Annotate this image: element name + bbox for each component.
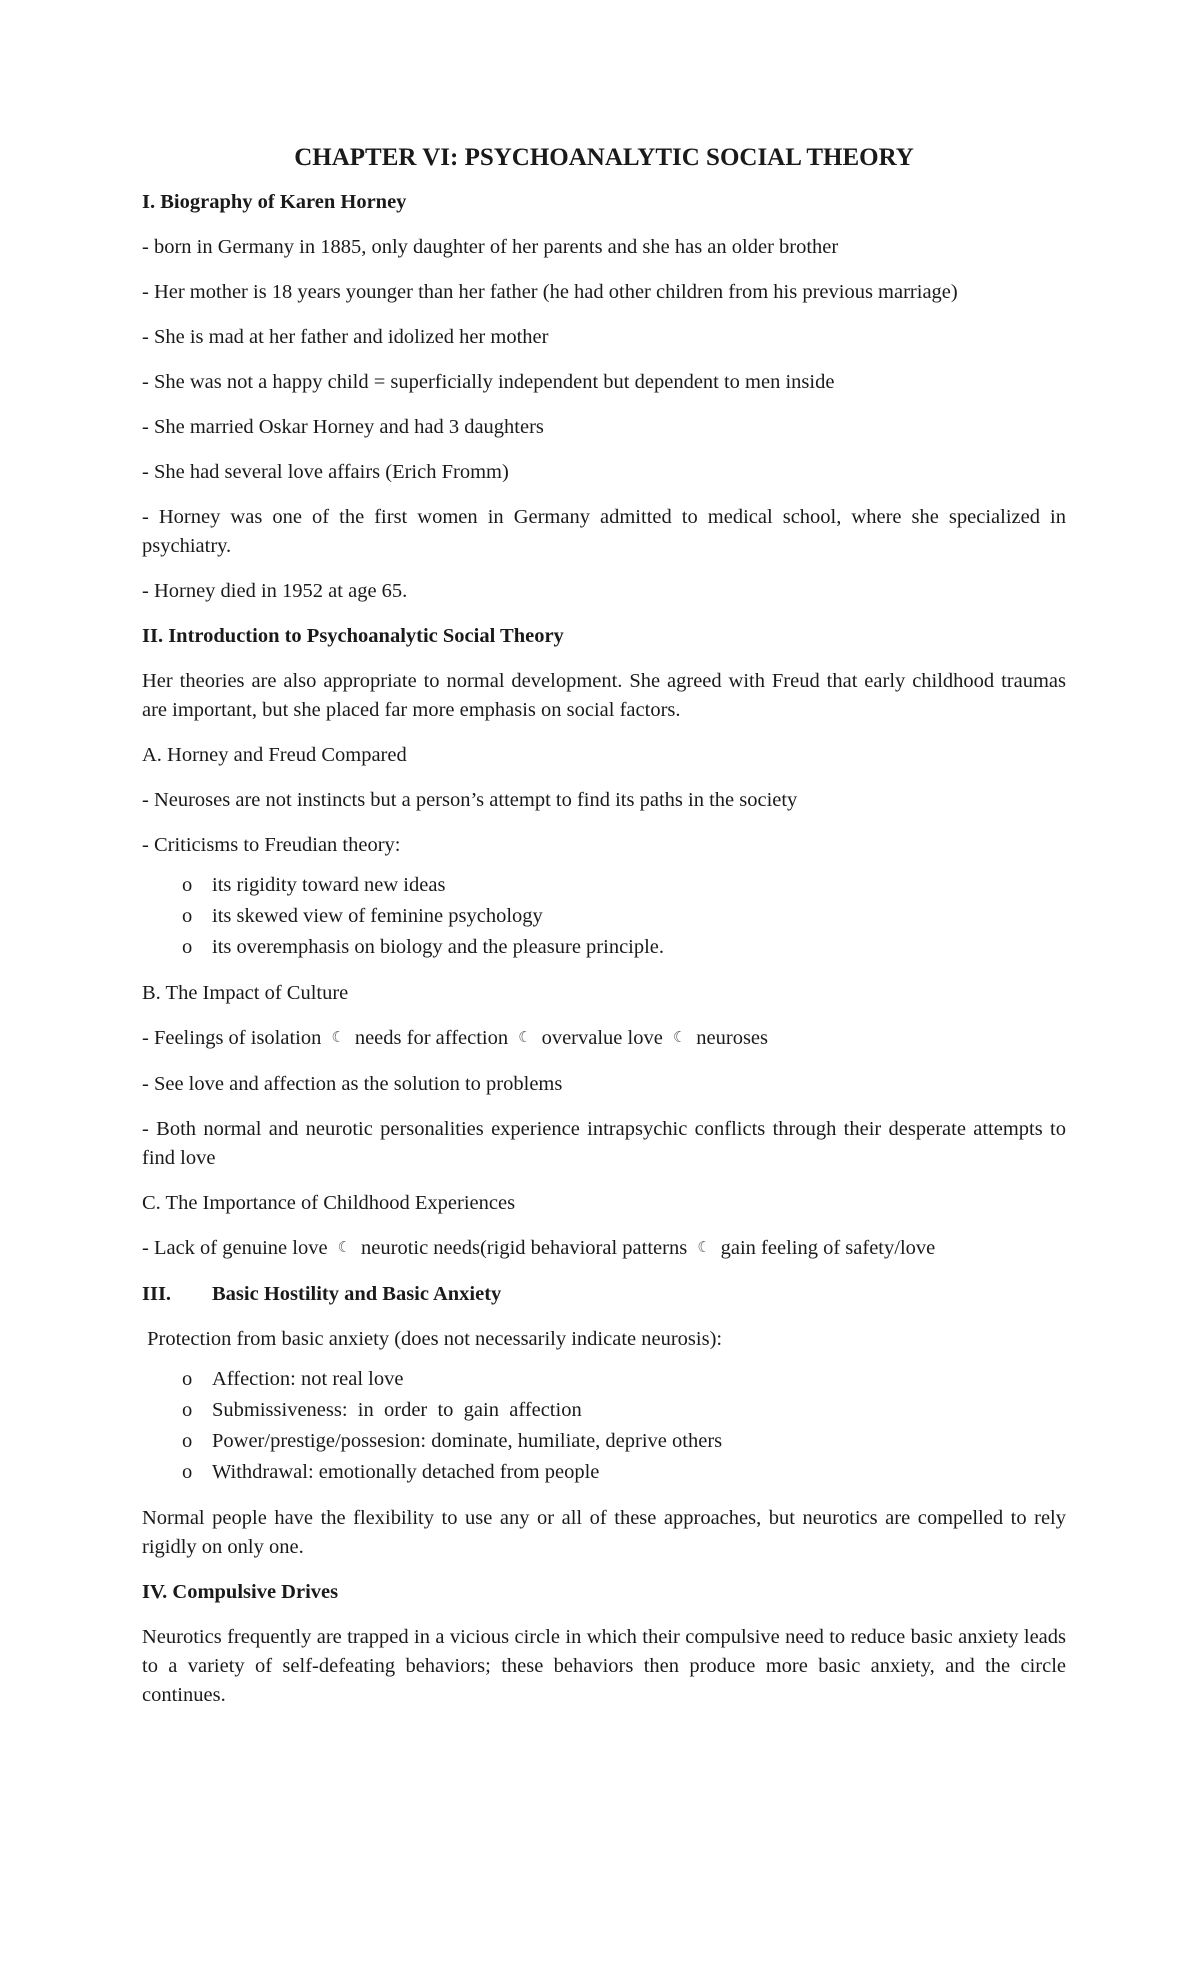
subsection-c-heading: C. The Importance of Childhood Experiences — [142, 1192, 516, 1214]
subsection-b-line: - Both normal and neurotic personalities experience intrapsychic conflicts through their desperate attempts to find love — [142, 1118, 1066, 1169]
section-3-intro: Protection from basic anxiety (does not necessarily indicate neurosis): — [142, 1328, 723, 1350]
arrow-icon: ☾ — [331, 1028, 345, 1046]
bio-item: - She was not a happy child = superficially independent but dependent to men inside — [142, 371, 835, 393]
section-1-number: I — [142, 191, 150, 213]
list-item: o Withdrawal: emotionally detached from people — [142, 1457, 1066, 1488]
chapter-title: CHAPTER VI: PSYCHOANALYTIC SOCIAL THEORY — [294, 144, 914, 171]
childhood-chain: - Lack of genuine love ☾ neurotic needs(rigid behavioral patterns ☾ gain feeling of safety/love — [142, 1237, 936, 1259]
arrow-icon: ☾ — [518, 1028, 532, 1046]
bullet-icon: o — [182, 936, 193, 958]
bio-item: - She had several love affairs (Erich Fromm) — [142, 461, 509, 483]
section-2-intro: Her theories are also appropriate to normal development. She agreed with Freud that early childhood traumas are important, but she placed far more emphasis on social factors. — [142, 670, 1066, 721]
arrow-icon: ☾ — [672, 1028, 687, 1046]
section-1-title: . Biography of Karen Horney — [149, 191, 407, 213]
subsection-b-heading: B. The Impact of Culture — [142, 982, 349, 1004]
bullet-icon: o — [182, 1461, 193, 1483]
list-item: o Power/prestige/possesion: dominate, humiliate, deprive others — [142, 1426, 1066, 1457]
section-2-heading: II. Introduction to Psychoanalytic Social Theory — [142, 625, 564, 647]
bullet-icon: o — [182, 1430, 193, 1452]
subsection-b-line: - See love and affection as the solution to problems — [142, 1073, 563, 1095]
section-3-heading — [142, 1280, 1066, 1309]
bio-item: - Horney was one of the first women in Germany admitted to medical school, where she specialized in psychiatry. — [142, 506, 1066, 557]
criticisms-list — [142, 870, 1066, 963]
section-4-heading: IV. Compulsive Drives — [142, 1581, 339, 1603]
bio-item: - born in Germany in 1885, only daughter of her parents and she has an older brother — [142, 236, 839, 258]
bio-item: - She is mad at her father and idolized her mother — [142, 326, 549, 348]
arrow-icon: ☾ — [697, 1238, 711, 1256]
list-item: o its overemphasis on biology and the pleasure principle. — [142, 932, 1066, 963]
subsection-a-heading: A. Horney and Freud Compared — [142, 744, 407, 766]
subsection-a-line: - Neuroses are not instincts but a person’s attempt to find its paths in the society — [142, 789, 798, 811]
section-3-title: Basic Hostility and Basic Anxiety — [212, 1283, 502, 1305]
list-item: o Affection: not real love — [142, 1364, 1066, 1395]
culture-chain: - Feelings of isolation ☾ needs for affection ☾ overvalue love ☾ neuroses — [142, 1027, 769, 1049]
subsection-a-line: - Criticisms to Freudian theory: — [142, 834, 401, 856]
list-item: o Submissiveness: in order to gain affection — [142, 1395, 1066, 1426]
section-1-heading — [142, 188, 1066, 217]
bullet-icon: o — [182, 1399, 193, 1421]
section-3-number: III. — [142, 1283, 172, 1305]
document-content — [142, 142, 1066, 1726]
list-item: o its rigidity toward new ideas — [142, 870, 1066, 901]
protection-list — [142, 1364, 1066, 1488]
bio-item: - Her mother is 18 years younger than her father (he had other children from his previous marriage) — [142, 281, 958, 303]
section-3-closing: Normal people have the flexibility to use any or all of these approaches, but neurotics are compelled to rely rigidly on only one. — [142, 1507, 1066, 1558]
list-item: o its skewed view of feminine psychology — [142, 901, 1066, 932]
arrow-icon: ☾ — [337, 1238, 352, 1256]
bullet-icon: o — [182, 1368, 193, 1390]
bullet-icon: o — [182, 905, 193, 927]
bio-item: - She married Oskar Horney and had 3 daughters — [142, 416, 544, 438]
bullet-icon: o — [182, 874, 193, 896]
section-4-text: Neurotics frequently are trapped in a vicious circle in which their compulsive need to reduce basic anxiety leads to a variety of self-defeating behaviors; these behaviors then produce more basic anxiety, and the circle continues. — [142, 1626, 1066, 1706]
bio-item: - Horney died in 1952 at age 65. — [142, 580, 408, 602]
